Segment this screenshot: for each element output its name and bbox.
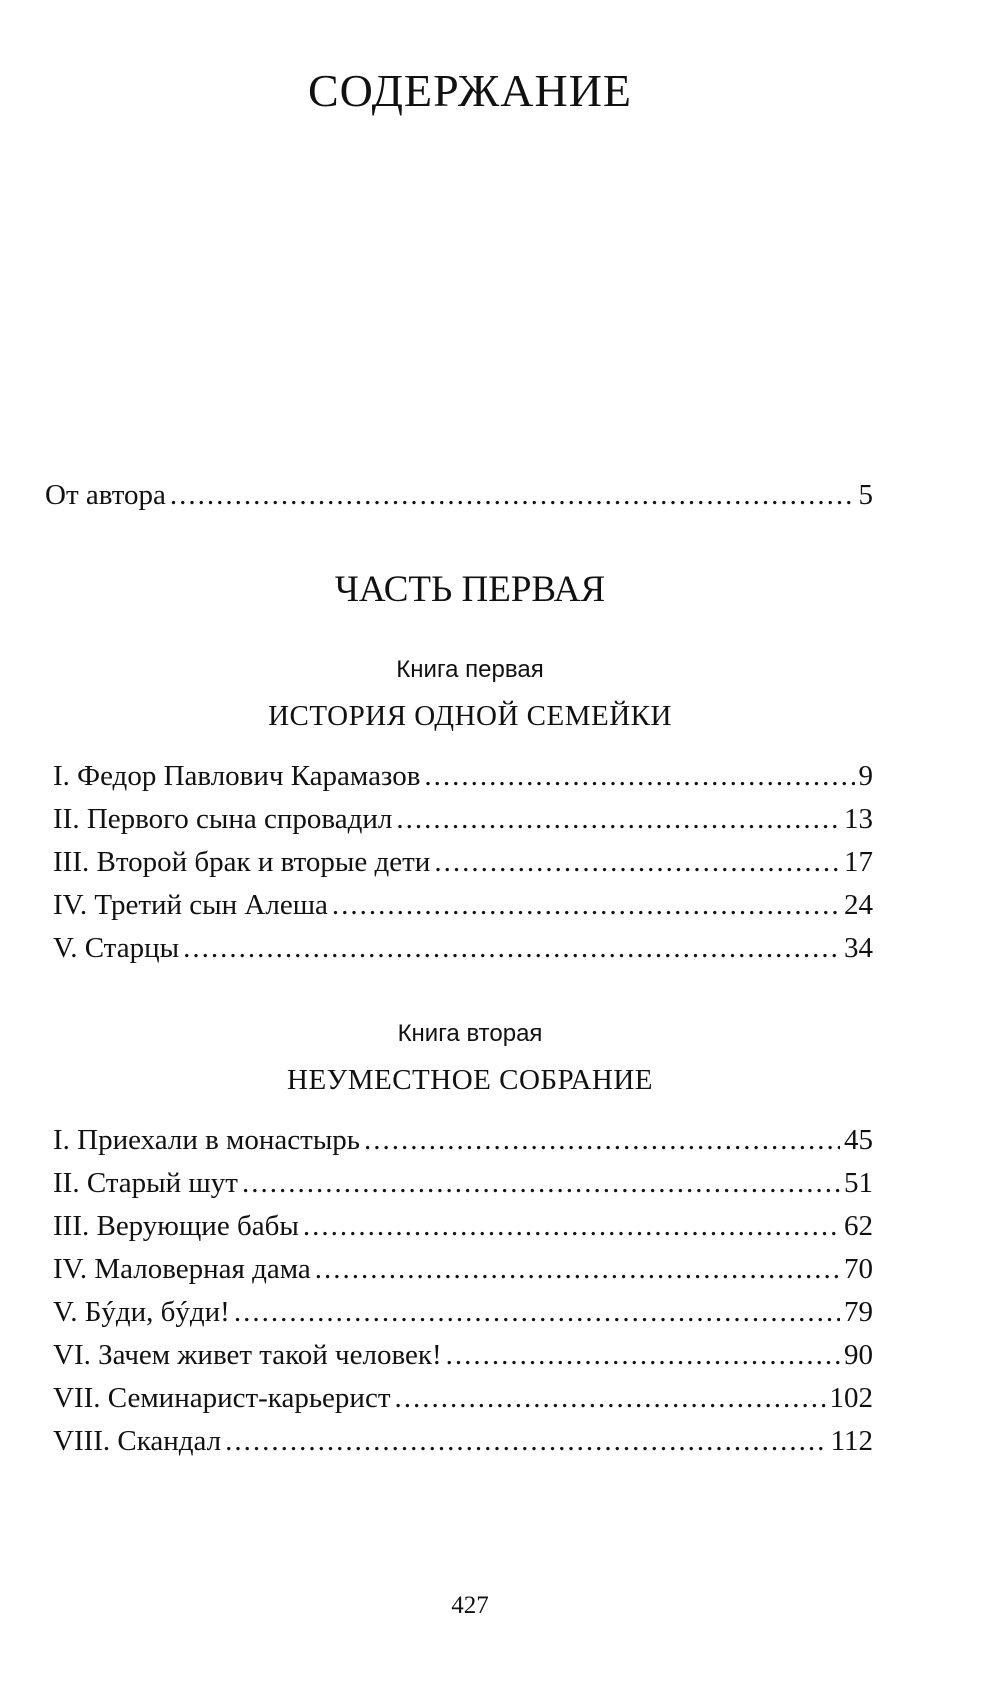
toc-entry-title: I. Приехали в монастырь — [53, 1124, 361, 1156]
toc-entry-page: 13 — [844, 803, 873, 835]
dot-leader — [242, 1163, 840, 1203]
toc-entry-page: 9 — [858, 760, 873, 792]
toc-entry-title: II. Старый шут — [53, 1167, 238, 1199]
dot-leader — [170, 475, 855, 515]
toc-entry[interactable] — [53, 799, 873, 839]
dot-leader — [395, 1378, 826, 1418]
dot-leader — [225, 1421, 826, 1461]
toc-entry[interactable] — [53, 1378, 873, 1418]
page-title: СОДЕРЖАНИЕ — [307, 65, 633, 116]
dot-leader — [434, 842, 840, 882]
toc-entry-page: 45 — [844, 1124, 873, 1156]
toc-entry[interactable] — [53, 1421, 873, 1461]
toc-entry-page: 112 — [830, 1425, 873, 1457]
toc-entry[interactable] — [53, 1120, 873, 1160]
toc-entry-page: 90 — [844, 1339, 873, 1371]
dot-leader — [303, 1206, 840, 1246]
toc-entry-page: 34 — [844, 932, 873, 964]
toc-entry-title: VI. Зачем живет такой человек! — [53, 1339, 442, 1371]
toc-entry-title: IV. Маловерная дама — [53, 1253, 311, 1285]
toc-entry-title: VII. Семинарист-карьерист — [53, 1382, 391, 1414]
book-title: ИСТОРИЯ ОДНОЙ СЕМЕЙКИ — [268, 700, 672, 732]
dot-leader — [364, 1120, 840, 1160]
toc-entry-page: 24 — [844, 889, 873, 921]
toc-entry-title: III. Второй брак и вторые дети — [53, 846, 431, 878]
toc-entry-page: 62 — [844, 1210, 873, 1242]
dot-leader — [332, 885, 840, 925]
toc-entry[interactable] — [53, 885, 873, 925]
toc-entry-page: 5 — [858, 479, 873, 511]
toc-entry[interactable] — [53, 1335, 873, 1375]
toc-entry-page: 102 — [829, 1382, 873, 1414]
toc-entry-preface[interactable] — [45, 475, 873, 515]
toc-entry-page: 79 — [844, 1296, 873, 1328]
toc-entry-page: 70 — [844, 1253, 873, 1285]
toc-entry[interactable] — [53, 928, 873, 968]
part-heading: ЧАСТЬ ПЕРВАЯ — [334, 569, 606, 610]
toc-entry-title: I. Федор Павлович Карамазов — [53, 760, 421, 792]
dot-leader — [183, 928, 840, 968]
toc-entry[interactable] — [53, 756, 873, 796]
toc-entry-title: IV. Третий сын Алеша — [53, 889, 328, 921]
page-number: 427 — [451, 1592, 489, 1619]
dot-leader — [234, 1292, 840, 1332]
dot-leader — [315, 1249, 840, 1289]
toc-entry[interactable] — [53, 1292, 873, 1332]
toc-entry[interactable] — [53, 1249, 873, 1289]
book-title: НЕУМЕСТНОЕ СОБРАНИЕ — [287, 1064, 653, 1096]
toc-entry-page: 51 — [844, 1167, 873, 1199]
toc-entry-title: V. Бýди, бýди! — [53, 1296, 230, 1328]
dot-leader — [396, 799, 840, 839]
toc-entry[interactable] — [53, 1206, 873, 1246]
toc-entry-title: II. Первого сына спровадил — [53, 803, 393, 835]
toc-entry-title: VIII. Скандал — [53, 1425, 222, 1457]
toc-entry[interactable] — [53, 1163, 873, 1203]
book-label: Книга вторая — [397, 1020, 543, 1047]
dot-leader — [424, 756, 854, 796]
toc-entry-page: 17 — [844, 846, 873, 878]
book-label: Книга первая — [396, 656, 544, 683]
toc-entry-title: III. Верующие бабы — [53, 1210, 299, 1242]
toc-entry-title: V. Старцы — [53, 932, 180, 964]
toc-entry-title: От автора — [45, 479, 166, 511]
toc-entry[interactable] — [53, 842, 873, 882]
dot-leader — [446, 1335, 840, 1375]
